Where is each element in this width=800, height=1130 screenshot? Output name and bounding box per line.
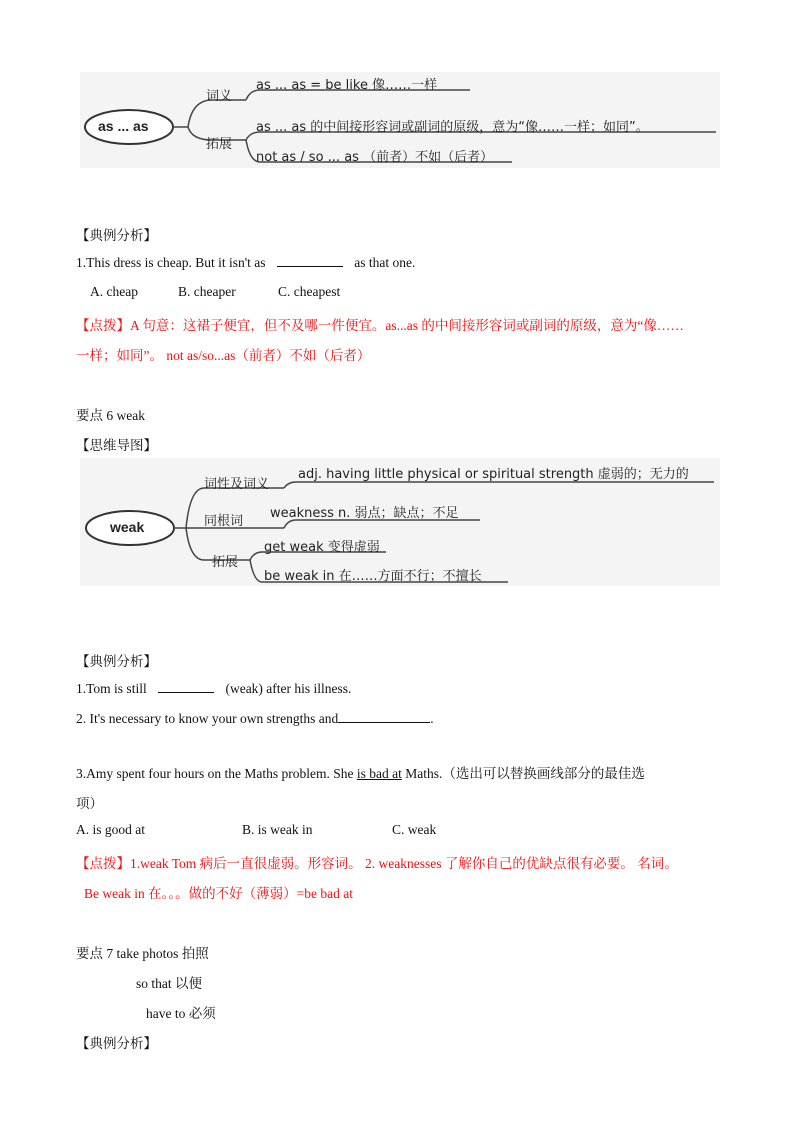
- mindmap-as-as: [80, 72, 720, 168]
- question-1: [76, 680, 351, 697]
- point-title: 要点 7 take photos 拍照: [76, 946, 209, 961]
- mindmap-branch-item: as ... as = be like 像……一样: [256, 78, 438, 93]
- question-3: [76, 762, 645, 782]
- question-text: 3.Amy spent four hours on the Maths problem. She: [76, 766, 354, 781]
- option-a: A. is good at: [76, 822, 145, 837]
- mindmap-branch-label: 拓展: [212, 555, 239, 570]
- option-a: A. cheap: [90, 284, 138, 299]
- mindmap-branch-label: 词义: [206, 89, 233, 104]
- mindmap-branch-item: as ... as 的中间接形容词或副词的原级，意为“像……一样；如同”。: [256, 120, 649, 135]
- question-text: 1.Tom is still: [76, 681, 147, 696]
- question-text: as that one.: [354, 255, 416, 270]
- mindmap-branch-item: not as / so ... as （前者）不如（后者）: [256, 150, 494, 165]
- question-text: 1.This dress is cheap. But it isn't as: [76, 255, 266, 270]
- mindmap-heading: 【思维导图】: [76, 438, 157, 453]
- section-heading: 【典例分析】: [76, 228, 157, 243]
- hint-line: Be weak in 在。。。做的不好（薄弱）=be bad at: [84, 886, 353, 901]
- question-3-continued: 项）: [76, 796, 103, 811]
- mindmap-branch-label: 拓展: [206, 137, 233, 152]
- question-text: .: [430, 711, 434, 726]
- section-heading: 【典例分析】: [76, 1036, 157, 1051]
- mindmap-weak: [80, 458, 720, 586]
- point-title: 要点 6 weak: [76, 408, 145, 423]
- question-text: (weak) after his illness.: [225, 681, 352, 696]
- hint-line: 【点拨】1.weak Tom 病后一直很虚弱。形容词。 2. weaknesses 了解你自己的优缺点很有必要。 名词。: [76, 856, 678, 871]
- mindmap-branch-item: get weak 变得虚弱: [264, 540, 380, 555]
- mindmap-center: as ... as: [98, 118, 149, 134]
- hint-line: 一样；如同”。 not as/so...as（前者）不如（后者）: [76, 348, 371, 363]
- phrase-line: have to 必须: [146, 1006, 216, 1021]
- section-heading: 【典例分析】: [76, 654, 157, 669]
- answer-blank: [338, 710, 430, 723]
- question-1: [76, 254, 415, 271]
- hint-line: 【点拨】A 句意：这裙子便宜，但不及哪一件便宜。as...as 的中间接形容词或副词的原级，意为“像……: [76, 318, 684, 333]
- option-b: B. cheaper: [178, 284, 236, 299]
- mindmap-branch-item: adj. having little physical or spiritual strength 虚弱的；无力的: [298, 467, 689, 482]
- answer-blank: [277, 254, 343, 267]
- mindmap-branch-item: weakness n. 弱点；缺点；不足: [270, 506, 459, 521]
- phrase-line: so that 以便: [136, 976, 202, 991]
- mindmap-branch-label: 词性及词义: [204, 477, 270, 492]
- mindmap-branch-label: 同根词: [204, 514, 244, 529]
- mindmap-center: weak: [110, 519, 145, 535]
- option-b: B. is weak in: [242, 822, 313, 837]
- mindmap-branch-item: be weak in 在……方面不行；不擅长: [264, 569, 482, 584]
- underlined-phrase: is bad at: [356, 766, 402, 781]
- question-text: Maths.（选出可以替换画线部分的最佳选: [405, 766, 645, 781]
- answer-blank: [158, 680, 214, 693]
- option-c: C. cheapest: [278, 284, 341, 299]
- option-c: C. weak: [392, 822, 437, 837]
- question-2: [76, 710, 434, 727]
- question-text: 2. It's necessary to know your own strengths and: [76, 711, 339, 726]
